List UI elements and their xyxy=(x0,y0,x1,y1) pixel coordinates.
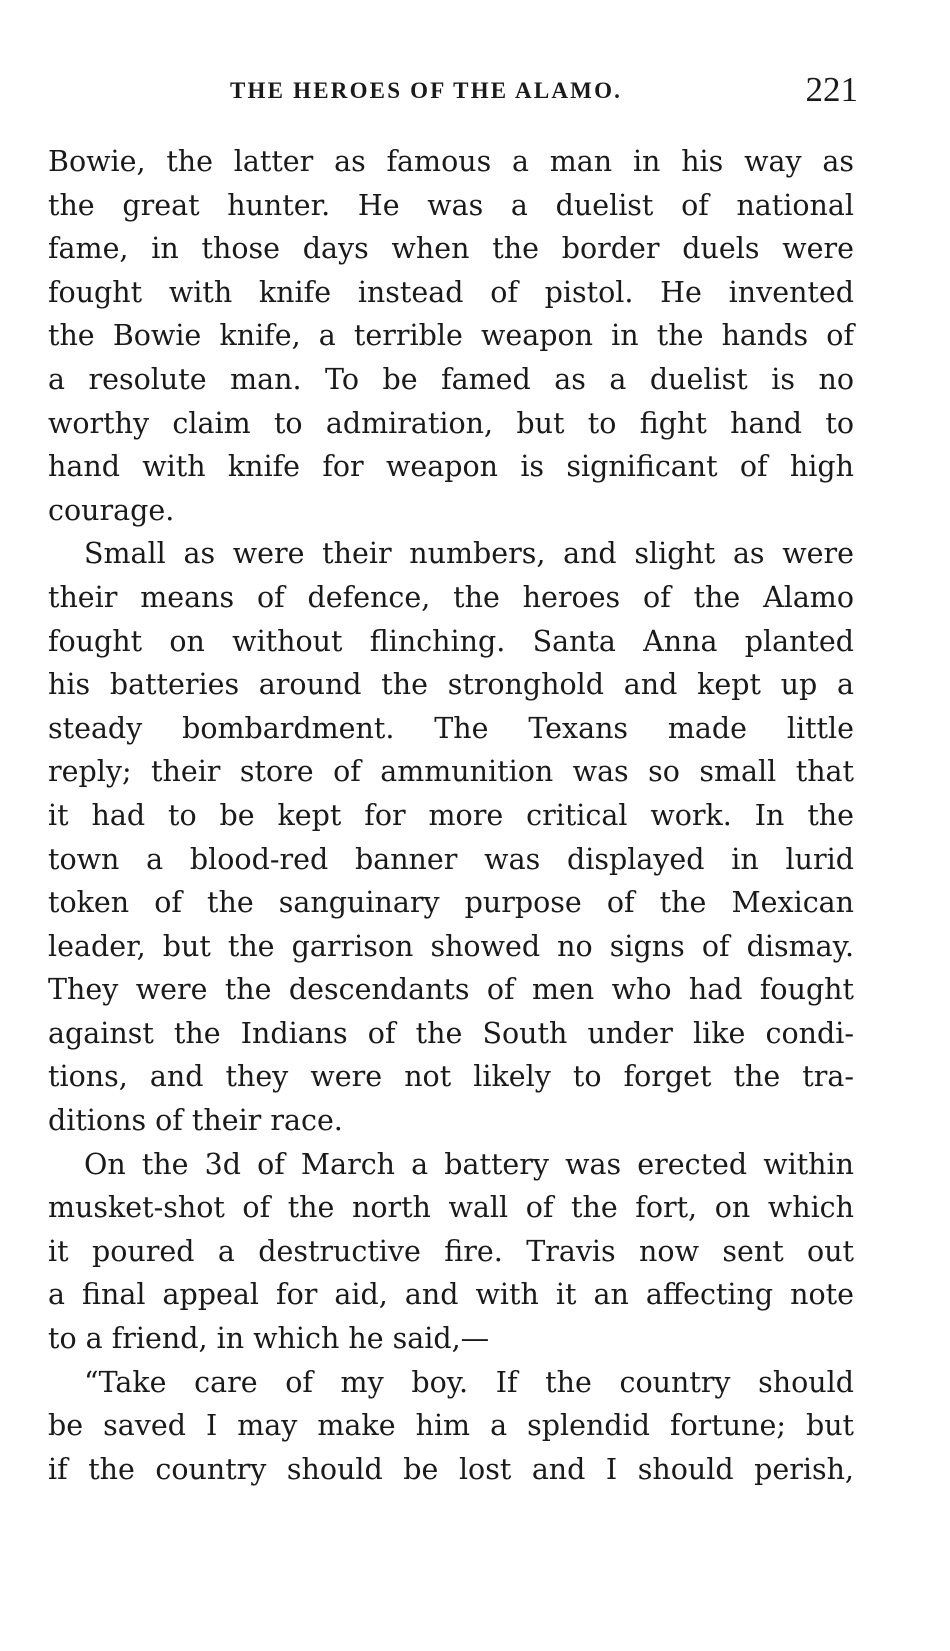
text-line: his batteries around the stronghold and kept up a xyxy=(48,668,854,702)
text-line: musket-shot of the north wall of the fort, on which xyxy=(48,1191,854,1225)
text-line: “Take care of my boy. If the country should xyxy=(84,1365,854,1399)
text-line: a resolute man. To be famed as a duelist is no xyxy=(48,362,854,396)
text-line: tions, and they were not likely to forget the tra- xyxy=(48,1060,854,1094)
text-line: ditions of their race. xyxy=(48,1104,343,1138)
text-line: fame, in those days when the border duels were xyxy=(48,232,854,266)
text-line: They were the descendants of men who had fought xyxy=(48,973,854,1007)
text-line: it had to be kept for more critical work. In the xyxy=(48,798,854,832)
text-line: fought on without flinching. Santa Anna planted xyxy=(48,624,854,658)
text-line: their means of defence, the heroes of the Alamo xyxy=(48,580,854,614)
text-line: against the Indians of the South under like condi- xyxy=(48,1016,854,1050)
text-line: to a friend, in which he said,— xyxy=(48,1322,490,1356)
text-line: the great hunter. He was a duelist of national xyxy=(48,188,854,222)
text-line: be saved I may make him a splendid fortune; but xyxy=(48,1409,854,1443)
text-line: it poured a destructive fire. Travis now sent out xyxy=(48,1234,854,1268)
text-line: if the country should be lost and I should perish, xyxy=(48,1452,854,1486)
text-line: On the 3d of March a battery was erected within xyxy=(84,1147,854,1181)
text-line: a final appeal for aid, and with it an affecting note xyxy=(48,1278,854,1312)
body-text xyxy=(48,140,854,1491)
text-line: token of the sanguinary purpose of the Mexican xyxy=(48,886,854,920)
running-title: THE HEROES OF THE ALAMO. xyxy=(230,78,623,103)
text-line: worthy claim to admiration, but to fight hand to xyxy=(48,406,854,440)
text-line: Small as were their numbers, and slight as were xyxy=(84,537,854,571)
text-line: hand with knife for weapon is significant of high xyxy=(48,450,854,484)
text-line: Bowie, the latter as famous a man in his way as xyxy=(48,145,854,178)
text-line: leader, but the garrison showed no signs of dismay. xyxy=(48,929,854,963)
text-line: the Bowie knife, a terrible weapon in the hands of xyxy=(48,319,854,353)
page-number: 221 xyxy=(805,70,858,109)
text-line: reply; their store of ammunition was so small that xyxy=(48,755,854,789)
text-line: town a blood-red banner was displayed in lurid xyxy=(48,842,854,876)
text-line: courage. xyxy=(48,493,175,527)
text-line: fought with knife instead of pistol. He invented xyxy=(48,275,854,309)
text-line: steady bombardment. The Texans made little xyxy=(48,711,854,745)
